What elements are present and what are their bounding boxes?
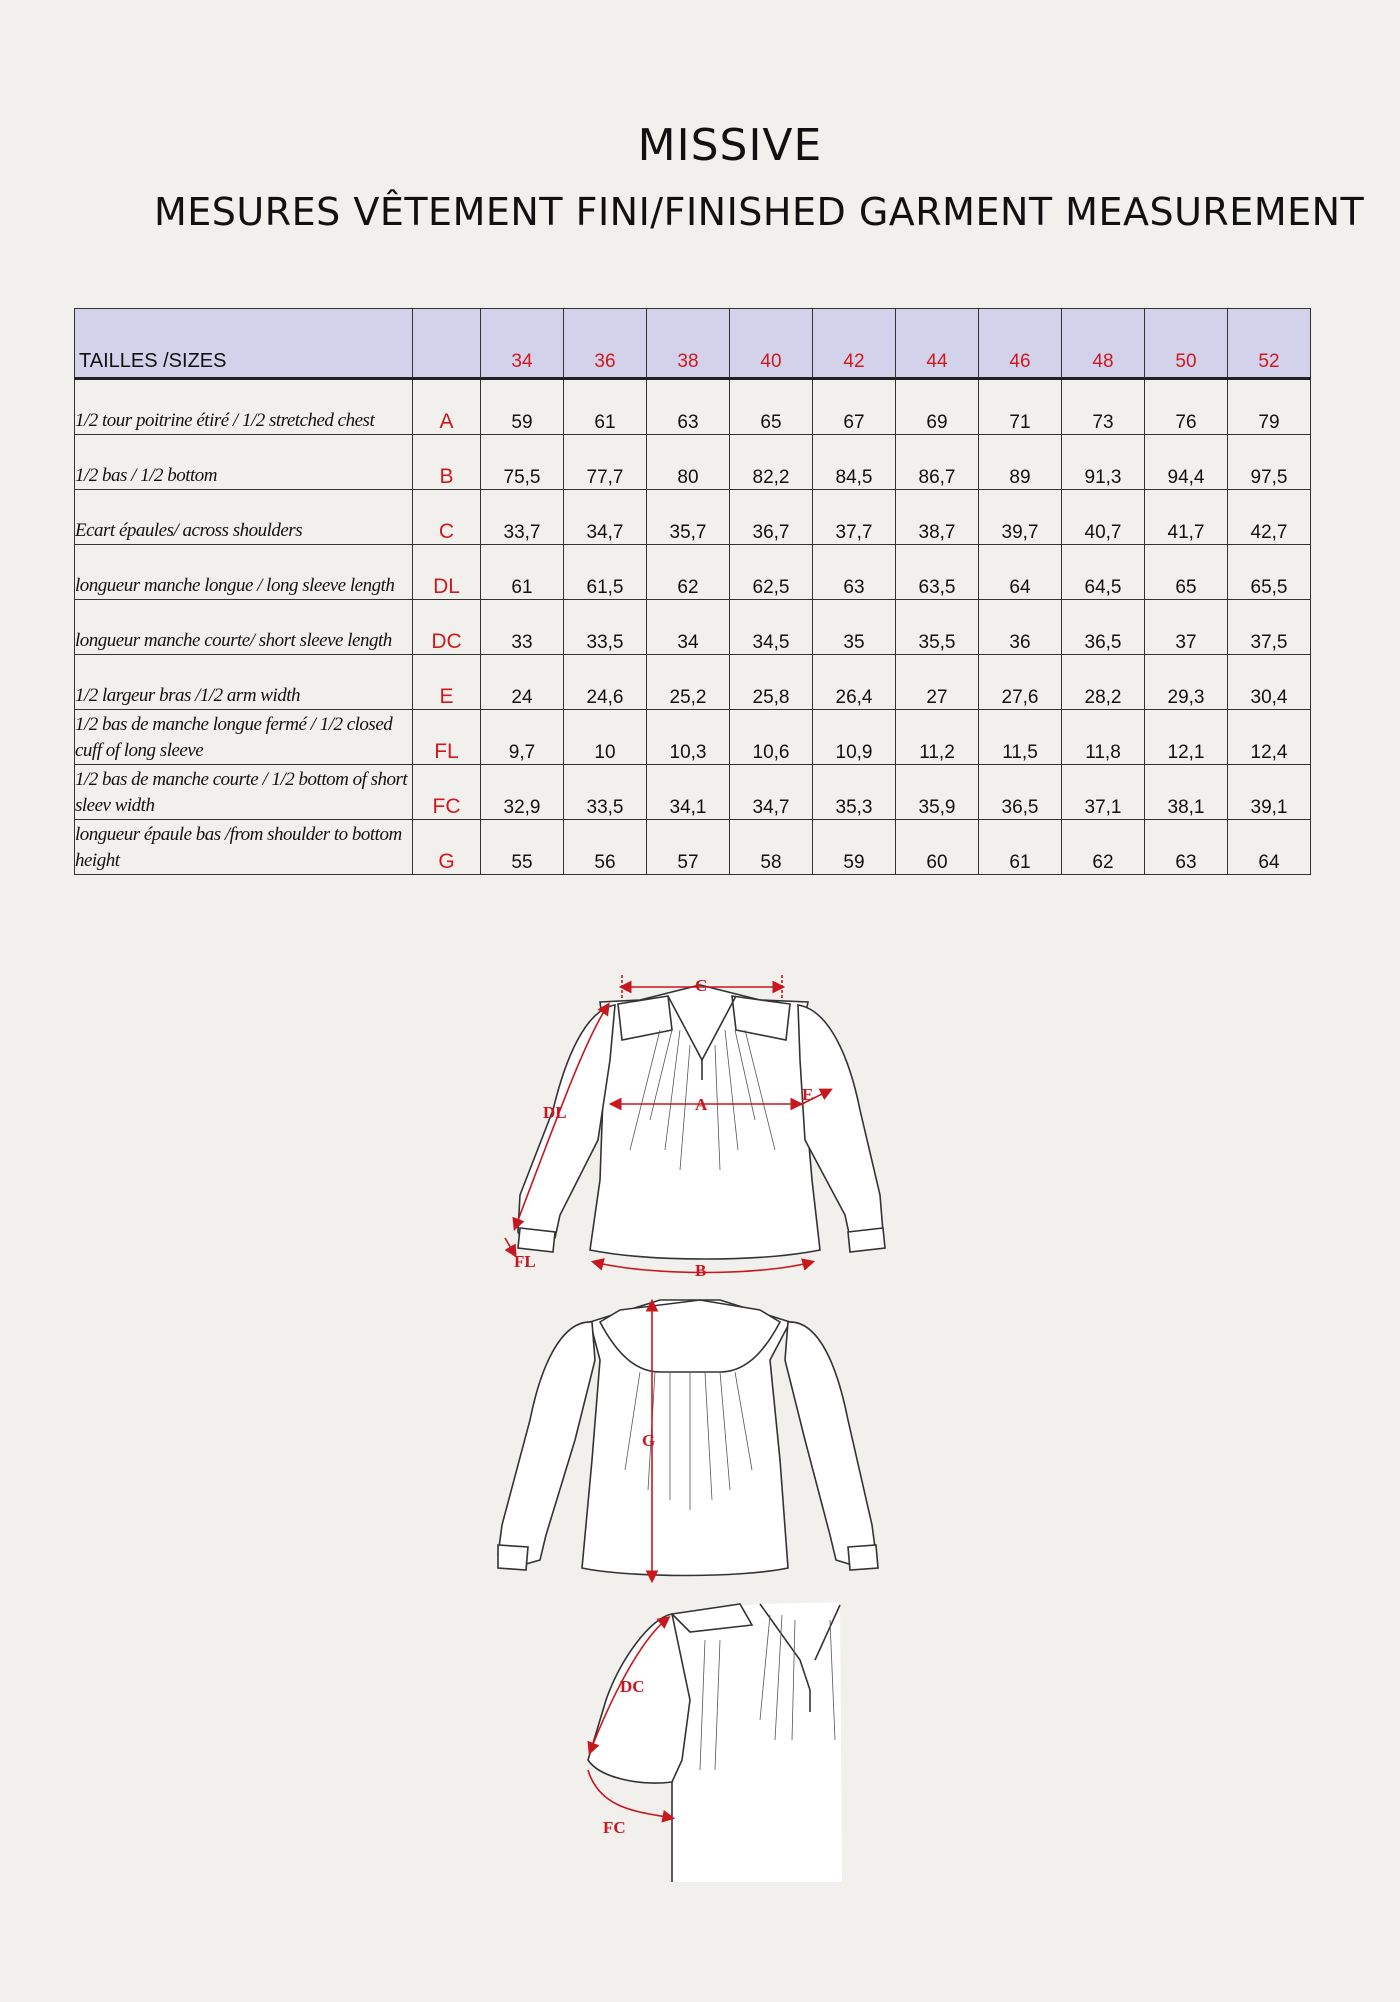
measurement-value: 39,1 [1228,765,1311,820]
measurement-value: 32,9 [481,765,564,820]
measurement-value: 79 [1228,379,1311,435]
measurement-label: 1/2 bas / 1/2 bottom [75,435,413,490]
measurement-label: 1/2 bas de manche longue fermé / 1/2 closed cuff of long sleeve [75,710,413,765]
measurement-value: 11,8 [1062,710,1145,765]
label-fl: FL [514,1252,536,1271]
measurement-value: 10 [564,710,647,765]
measurement-value: 82,2 [730,435,813,490]
measurement-value: 64 [1228,820,1311,875]
size-header: 44 [896,309,979,379]
measurement-value: 36,5 [979,765,1062,820]
measurement-value: 63 [647,379,730,435]
measurement-value: 89 [979,435,1062,490]
measurement-value: 35,9 [896,765,979,820]
sizes-header-label: TAILLES /SIZES [75,309,413,379]
measurement-label: Ecart épaules/ across shoulders [75,490,413,545]
measurement-value: 35,5 [896,600,979,655]
measurement-value: 37 [1145,600,1228,655]
measurement-value: 26,4 [813,655,896,710]
measurement-code: DC [413,600,481,655]
measurement-value: 34,7 [564,490,647,545]
measurement-value: 56 [564,820,647,875]
label-c: C [695,976,708,995]
measurement-label: longueur manche longue / long sleeve length [75,545,413,600]
measurement-value: 34,5 [730,600,813,655]
size-header: 36 [564,309,647,379]
measurement-value: 63 [1145,820,1228,875]
measurement-value: 64 [979,545,1062,600]
measurement-value: 97,5 [1228,435,1311,490]
measurement-value: 75,5 [481,435,564,490]
measurement-value: 60 [896,820,979,875]
measurement-value: 30,4 [1228,655,1311,710]
measurement-value: 63 [813,545,896,600]
measurement-value: 62,5 [730,545,813,600]
measurement-label: longueur épaule bas /from shoulder to bottom height [75,820,413,875]
label-b: B [695,1261,707,1280]
measurement-value: 94,4 [1145,435,1228,490]
measurement-value: 41,7 [1145,490,1228,545]
measurement-value: 25,2 [647,655,730,710]
measurement-code: E [413,655,481,710]
measurement-value: 76 [1145,379,1228,435]
measurement-value: 86,7 [896,435,979,490]
measurement-value: 35,7 [647,490,730,545]
size-header: 34 [481,309,564,379]
label-dc: DC [620,1677,645,1696]
measurement-value: 33,5 [564,600,647,655]
measurement-value: 37,5 [1228,600,1311,655]
measurement-value: 33 [481,600,564,655]
measurement-value: 36 [979,600,1062,655]
measurement-value: 62 [1062,820,1145,875]
measurement-value: 24 [481,655,564,710]
measurement-value: 37,7 [813,490,896,545]
front-view-drawing [518,985,885,1259]
measurement-value: 65 [1145,545,1228,600]
size-header: 40 [730,309,813,379]
measurement-label: 1/2 bas de manche courte / 1/2 bottom of short sleev width [75,765,413,820]
measurement-value: 55 [481,820,564,875]
measurement-label: 1/2 tour poitrine étiré / 1/2 stretched chest [75,379,413,435]
measurement-code: C [413,490,481,545]
measurement-value: 69 [896,379,979,435]
label-a: A [695,1095,708,1114]
measurement-value: 34,7 [730,765,813,820]
measurement-value: 40,7 [1062,490,1145,545]
measurement-value: 34,1 [647,765,730,820]
label-fc: FC [603,1818,626,1837]
measurement-value: 59 [813,820,896,875]
measurement-value: 38,7 [896,490,979,545]
measurement-label: longueur manche courte/ short sleeve length [75,600,413,655]
measurement-value: 62 [647,545,730,600]
measurement-value: 35,3 [813,765,896,820]
document-title: MISSIVE [637,120,823,171]
size-header: 50 [1145,309,1228,379]
measurement-value: 64,5 [1062,545,1145,600]
measurement-code: FL [413,710,481,765]
measurement-value: 80 [647,435,730,490]
measurement-code: A [413,379,481,435]
measurement-value: 35 [813,600,896,655]
measurement-value: 27,6 [979,655,1062,710]
measurement-value: 24,6 [564,655,647,710]
size-header: 52 [1228,309,1311,379]
measurement-value: 61 [481,545,564,600]
measurement-value: 58 [730,820,813,875]
measurement-value: 27 [896,655,979,710]
measurement-value: 9,7 [481,710,564,765]
measurement-value: 29,3 [1145,655,1228,710]
measurement-value: 65,5 [1228,545,1311,600]
measurement-value: 71 [979,379,1062,435]
measurement-value: 61 [564,379,647,435]
size-header: 46 [979,309,1062,379]
measurement-value: 11,5 [979,710,1062,765]
size-header: 38 [647,309,730,379]
measurement-value: 33,7 [481,490,564,545]
measurement-value: 25,8 [730,655,813,710]
measurement-value: 10,6 [730,710,813,765]
label-e: E [802,1085,814,1104]
measurement-value: 28,2 [1062,655,1145,710]
measurement-value: 63,5 [896,545,979,600]
measurement-value: 34 [647,600,730,655]
measurement-value: 65 [730,379,813,435]
back-view-drawing [498,1300,878,1576]
measurement-value: 12,4 [1228,710,1311,765]
measurement-value: 67 [813,379,896,435]
measurement-value: 61,5 [564,545,647,600]
measurement-value: 77,7 [564,435,647,490]
short-sleeve-drawing [588,1602,842,1882]
document-subtitle: MESURES VÊTEMENT FINI/FINISHED GARMENT MEASUREMENT [154,190,1365,234]
label-dl: DL [543,1103,567,1122]
measurement-code: DL [413,545,481,600]
measurement-value: 10,9 [813,710,896,765]
measurement-value: 57 [647,820,730,875]
measurement-value: 91,3 [1062,435,1145,490]
measurement-value: 36,7 [730,490,813,545]
measurement-code: B [413,435,481,490]
measurement-value: 39,7 [979,490,1062,545]
measurement-value: 12,1 [1145,710,1228,765]
measurement-label: 1/2 largeur bras /1/2 arm width [75,655,413,710]
measurement-value: 84,5 [813,435,896,490]
measurement-value: 33,5 [564,765,647,820]
label-g: G [642,1431,656,1450]
measurement-value: 11,2 [896,710,979,765]
size-header: 48 [1062,309,1145,379]
measurement-value: 36,5 [1062,600,1145,655]
measurement-value: 42,7 [1228,490,1311,545]
measurement-value: 73 [1062,379,1145,435]
measurement-value: 37,1 [1062,765,1145,820]
measurement-value: 38,1 [1145,765,1228,820]
size-header: 42 [813,309,896,379]
measurement-code: G [413,820,481,875]
measurement-code: FC [413,765,481,820]
measurement-value: 61 [979,820,1062,875]
measurement-value: 59 [481,379,564,435]
measurement-value: 10,3 [647,710,730,765]
